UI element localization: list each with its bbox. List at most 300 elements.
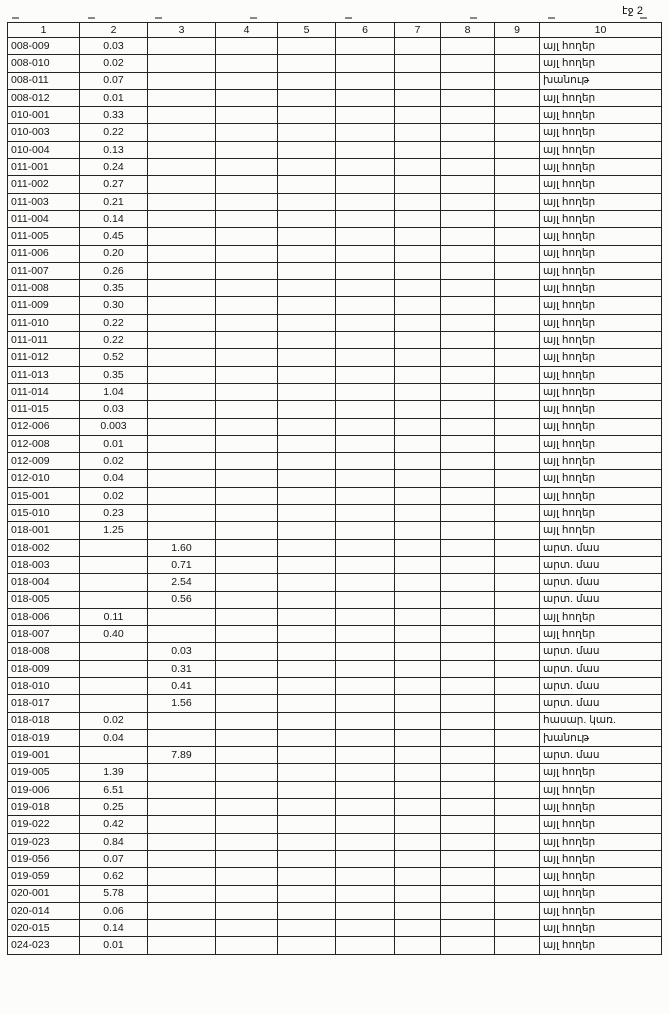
cell-col8 — [441, 781, 495, 798]
cell-col6 — [336, 764, 395, 781]
cell-col6 — [336, 729, 395, 746]
table-row — [8, 159, 662, 176]
cell-area-col2: 1.39 — [80, 764, 148, 781]
cell-col6 — [336, 210, 395, 227]
cell-col9 — [495, 747, 540, 764]
column-header: 1 — [8, 23, 80, 38]
table-row — [8, 539, 662, 556]
cell-area-col2: 0.25 — [80, 799, 148, 816]
cell-col9 — [495, 574, 540, 591]
cell-col7 — [395, 747, 441, 764]
cell-col5 — [278, 868, 336, 885]
cell-col7 — [395, 591, 441, 608]
cell-col8 — [441, 245, 495, 262]
cell-col9 — [495, 764, 540, 781]
cell-land-use: այլ հողեր — [540, 193, 662, 210]
cell-area-col2: 0.003 — [80, 418, 148, 435]
cell-parcel-code: 019-018 — [8, 799, 80, 816]
cell-land-use: այլ հողեր — [540, 885, 662, 902]
cell-area-col2: 0.11 — [80, 608, 148, 625]
scan-artifact — [345, 17, 352, 19]
cell-col4 — [216, 608, 278, 625]
cell-land-use: այլ հողեր — [540, 868, 662, 885]
cell-col9 — [495, 781, 540, 798]
cell-parcel-code: 015-001 — [8, 487, 80, 504]
cell-col8 — [441, 349, 495, 366]
cell-col8 — [441, 695, 495, 712]
cell-parcel-code: 008-009 — [8, 38, 80, 55]
table-row — [8, 868, 662, 885]
cell-land-use: այլ հողեր — [540, 210, 662, 227]
cell-area-col3 — [148, 522, 216, 539]
cell-col5 — [278, 401, 336, 418]
cell-col5 — [278, 660, 336, 677]
cell-col6 — [336, 608, 395, 625]
cell-col7 — [395, 885, 441, 902]
cell-area-col3: 2.54 — [148, 574, 216, 591]
cell-col8 — [441, 833, 495, 850]
cell-area-col2: 0.04 — [80, 729, 148, 746]
cell-col6 — [336, 280, 395, 297]
cell-col8 — [441, 262, 495, 279]
cell-land-use: այլ հողեր — [540, 176, 662, 193]
cell-col9 — [495, 937, 540, 954]
cell-col8 — [441, 643, 495, 660]
cell-area-col2: 0.04 — [80, 470, 148, 487]
cell-area-col3: 0.03 — [148, 643, 216, 660]
cell-col7 — [395, 677, 441, 694]
cell-col8 — [441, 55, 495, 72]
cell-col7 — [395, 124, 441, 141]
cell-parcel-code: 008-010 — [8, 55, 80, 72]
cell-land-use: այլ հողեր — [540, 245, 662, 262]
cell-area-col3 — [148, 626, 216, 643]
cell-col9 — [495, 626, 540, 643]
cell-col6 — [336, 470, 395, 487]
cell-col7 — [395, 176, 441, 193]
cell-col6 — [336, 799, 395, 816]
table-row — [8, 124, 662, 141]
cell-col5 — [278, 72, 336, 89]
cell-area-col3 — [148, 176, 216, 193]
cell-col7 — [395, 729, 441, 746]
cell-col4 — [216, 89, 278, 106]
cell-col5 — [278, 210, 336, 227]
cell-col8 — [441, 141, 495, 158]
table-row — [8, 695, 662, 712]
cell-col9 — [495, 262, 540, 279]
cell-land-use: այլ հողեր — [540, 55, 662, 72]
cell-col7 — [395, 297, 441, 314]
cell-col6 — [336, 574, 395, 591]
cell-col9 — [495, 418, 540, 435]
cell-col6 — [336, 885, 395, 902]
cell-area-col3: 1.60 — [148, 539, 216, 556]
cell-col6 — [336, 418, 395, 435]
cell-col8 — [441, 107, 495, 124]
cell-col9 — [495, 401, 540, 418]
cell-col7 — [395, 850, 441, 867]
table-row — [8, 280, 662, 297]
cell-land-use: այլ հողեր — [540, 781, 662, 798]
table-row — [8, 418, 662, 435]
cell-land-use: այլ հողեր — [540, 262, 662, 279]
cell-col6 — [336, 176, 395, 193]
cell-col6 — [336, 747, 395, 764]
cell-area-col2: 0.02 — [80, 55, 148, 72]
cell-area-col3: 0.31 — [148, 660, 216, 677]
cell-col4 — [216, 228, 278, 245]
cell-parcel-code: 018-001 — [8, 522, 80, 539]
cell-col5 — [278, 383, 336, 400]
cell-col4 — [216, 332, 278, 349]
cell-col5 — [278, 850, 336, 867]
cell-col5 — [278, 781, 336, 798]
cell-parcel-code: 012-010 — [8, 470, 80, 487]
cell-area-col3: 7.89 — [148, 747, 216, 764]
cell-col8 — [441, 850, 495, 867]
cell-land-use: հասար. կառ. — [540, 712, 662, 729]
cell-col9 — [495, 141, 540, 158]
cell-col8 — [441, 816, 495, 833]
table-row — [8, 210, 662, 227]
cell-land-use: այլ հողեր — [540, 902, 662, 919]
cell-col5 — [278, 124, 336, 141]
cell-area-col3 — [148, 453, 216, 470]
cell-area-col3 — [148, 262, 216, 279]
cell-col8 — [441, 747, 495, 764]
cell-col7 — [395, 245, 441, 262]
cell-col7 — [395, 712, 441, 729]
cell-area-col3 — [148, 418, 216, 435]
cell-col5 — [278, 729, 336, 746]
cell-parcel-code: 011-013 — [8, 366, 80, 383]
cell-area-col2: 1.25 — [80, 522, 148, 539]
cell-col4 — [216, 159, 278, 176]
cell-area-col2: 0.22 — [80, 124, 148, 141]
cell-parcel-code: 012-006 — [8, 418, 80, 435]
scan-artifact — [640, 17, 647, 19]
cell-col9 — [495, 643, 540, 660]
cell-col8 — [441, 920, 495, 937]
cell-col6 — [336, 902, 395, 919]
cell-land-use: այլ հողեր — [540, 159, 662, 176]
cell-col8 — [441, 522, 495, 539]
cell-col8 — [441, 176, 495, 193]
cell-area-col3 — [148, 245, 216, 262]
cell-parcel-code: 011-001 — [8, 159, 80, 176]
cell-area-col2: 0.01 — [80, 937, 148, 954]
table-row — [8, 141, 662, 158]
cell-land-use: այլ հողեր — [540, 107, 662, 124]
cell-col6 — [336, 349, 395, 366]
cell-land-use: այլ հողեր — [540, 487, 662, 504]
cell-area-col3 — [148, 383, 216, 400]
cell-col8 — [441, 660, 495, 677]
cell-col4 — [216, 280, 278, 297]
cell-col9 — [495, 366, 540, 383]
cell-col9 — [495, 314, 540, 331]
cell-land-use: այլ հողեր — [540, 228, 662, 245]
cell-col8 — [441, 556, 495, 573]
cell-area-col2: 0.20 — [80, 245, 148, 262]
cell-col4 — [216, 937, 278, 954]
cell-col7 — [395, 868, 441, 885]
cell-col9 — [495, 799, 540, 816]
cell-area-col2: 0.52 — [80, 349, 148, 366]
cell-parcel-code: 011-004 — [8, 210, 80, 227]
cell-area-col2: 0.84 — [80, 833, 148, 850]
cell-col4 — [216, 556, 278, 573]
cell-col6 — [336, 141, 395, 158]
cell-col4 — [216, 107, 278, 124]
cell-col8 — [441, 159, 495, 176]
cell-col6 — [336, 591, 395, 608]
cell-col9 — [495, 539, 540, 556]
cell-land-use: արտ. մաս — [540, 660, 662, 677]
cell-col6 — [336, 677, 395, 694]
cell-area-col3 — [148, 729, 216, 746]
cell-col6 — [336, 72, 395, 89]
scan-artifact — [12, 17, 19, 19]
table-body — [8, 38, 662, 955]
cell-land-use: այլ հողեր — [540, 314, 662, 331]
cell-col8 — [441, 124, 495, 141]
cell-area-col3: 1.56 — [148, 695, 216, 712]
cell-col5 — [278, 280, 336, 297]
cell-area-col2: 0.22 — [80, 314, 148, 331]
cell-parcel-code: 008-011 — [8, 72, 80, 89]
cell-area-col3 — [148, 937, 216, 954]
cell-col7 — [395, 660, 441, 677]
scan-artifact — [155, 17, 162, 19]
cell-col4 — [216, 522, 278, 539]
cell-col5 — [278, 591, 336, 608]
cell-col5 — [278, 574, 336, 591]
cell-col5 — [278, 833, 336, 850]
table-row — [8, 626, 662, 643]
cell-col6 — [336, 556, 395, 573]
cell-col8 — [441, 712, 495, 729]
cell-col7 — [395, 505, 441, 522]
cell-parcel-code: 019-005 — [8, 764, 80, 781]
cell-col6 — [336, 332, 395, 349]
cell-area-col3 — [148, 280, 216, 297]
cell-land-use: այլ հողեր — [540, 349, 662, 366]
cell-area-col2: 0.24 — [80, 159, 148, 176]
cell-col9 — [495, 729, 540, 746]
cell-col9 — [495, 902, 540, 919]
cell-parcel-code: 011-006 — [8, 245, 80, 262]
cell-col4 — [216, 816, 278, 833]
cell-col6 — [336, 245, 395, 262]
cell-col9 — [495, 89, 540, 106]
cell-area-col3: 0.56 — [148, 591, 216, 608]
cell-col8 — [441, 193, 495, 210]
cell-col4 — [216, 660, 278, 677]
cell-col5 — [278, 764, 336, 781]
table-row — [8, 729, 662, 746]
cell-col8 — [441, 401, 495, 418]
cell-col9 — [495, 107, 540, 124]
cell-col9 — [495, 695, 540, 712]
cell-col5 — [278, 816, 336, 833]
cell-area-col3 — [148, 712, 216, 729]
cell-area-col3 — [148, 89, 216, 106]
table-row — [8, 401, 662, 418]
cell-col4 — [216, 920, 278, 937]
cell-parcel-code: 015-010 — [8, 505, 80, 522]
table-row — [8, 435, 662, 452]
cell-col5 — [278, 885, 336, 902]
cell-parcel-code: 011-011 — [8, 332, 80, 349]
cell-col5 — [278, 418, 336, 435]
cell-col5 — [278, 453, 336, 470]
cell-col5 — [278, 245, 336, 262]
cell-area-col3 — [148, 366, 216, 383]
cell-col7 — [395, 435, 441, 452]
cell-col6 — [336, 89, 395, 106]
cell-area-col3 — [148, 349, 216, 366]
cell-land-use: արտ. մաս — [540, 591, 662, 608]
cell-col7 — [395, 522, 441, 539]
table-row — [8, 245, 662, 262]
cell-col6 — [336, 626, 395, 643]
cell-col7 — [395, 107, 441, 124]
cell-parcel-code: 012-008 — [8, 435, 80, 452]
cell-land-use: այլ հողեր — [540, 850, 662, 867]
cell-col7 — [395, 556, 441, 573]
cell-col4 — [216, 314, 278, 331]
cell-col4 — [216, 574, 278, 591]
cell-col8 — [441, 626, 495, 643]
table-row — [8, 781, 662, 798]
cell-col7 — [395, 159, 441, 176]
cell-parcel-code: 011-012 — [8, 349, 80, 366]
cell-land-use: խանութ — [540, 729, 662, 746]
table-row — [8, 72, 662, 89]
cell-col9 — [495, 522, 540, 539]
cell-col9 — [495, 228, 540, 245]
cell-col4 — [216, 850, 278, 867]
table-row — [8, 297, 662, 314]
scan-artifact — [470, 17, 477, 19]
cell-col6 — [336, 937, 395, 954]
cell-col4 — [216, 383, 278, 400]
cell-col6 — [336, 366, 395, 383]
cell-parcel-code: 024-023 — [8, 937, 80, 954]
cell-area-col2: 0.26 — [80, 262, 148, 279]
cell-col8 — [441, 505, 495, 522]
cell-col8 — [441, 764, 495, 781]
cell-col7 — [395, 833, 441, 850]
cell-area-col3 — [148, 210, 216, 227]
cell-col5 — [278, 435, 336, 452]
cell-land-use: այլ հողեր — [540, 124, 662, 141]
cell-land-use: այլ հողեր — [540, 141, 662, 158]
cell-land-use: այլ հողեր — [540, 366, 662, 383]
cell-land-use: արտ. մաս — [540, 677, 662, 694]
table-row — [8, 902, 662, 919]
cell-col4 — [216, 833, 278, 850]
table-row — [8, 522, 662, 539]
table-row — [8, 643, 662, 660]
cell-col8 — [441, 228, 495, 245]
cell-area-col2: 1.04 — [80, 383, 148, 400]
cell-land-use: արտ. մաս — [540, 643, 662, 660]
cell-col8 — [441, 210, 495, 227]
cell-parcel-code: 019-023 — [8, 833, 80, 850]
cell-col7 — [395, 799, 441, 816]
table-row — [8, 383, 662, 400]
cell-col9 — [495, 332, 540, 349]
cell-area-col3 — [148, 850, 216, 867]
cell-land-use: այլ հողեր — [540, 383, 662, 400]
cell-area-col3 — [148, 470, 216, 487]
cell-area-col2 — [80, 660, 148, 677]
cell-col4 — [216, 453, 278, 470]
cell-parcel-code: 020-014 — [8, 902, 80, 919]
cell-col6 — [336, 38, 395, 55]
cell-col7 — [395, 401, 441, 418]
cell-land-use: այլ հողեր — [540, 799, 662, 816]
cell-col9 — [495, 660, 540, 677]
cell-land-use: այլ հողեր — [540, 89, 662, 106]
cell-area-col2 — [80, 677, 148, 694]
cell-col9 — [495, 124, 540, 141]
cell-area-col3 — [148, 124, 216, 141]
cell-parcel-code: 018-017 — [8, 695, 80, 712]
cell-col4 — [216, 297, 278, 314]
cell-col8 — [441, 332, 495, 349]
cell-parcel-code: 019-056 — [8, 850, 80, 867]
cell-parcel-code: 011-015 — [8, 401, 80, 418]
cell-land-use: այլ հողեր — [540, 332, 662, 349]
cell-parcel-code: 010-003 — [8, 124, 80, 141]
cell-col9 — [495, 55, 540, 72]
page-number: էջ 2 — [622, 5, 643, 17]
cell-area-col2: 0.07 — [80, 72, 148, 89]
cell-area-col2: 0.40 — [80, 626, 148, 643]
cell-col7 — [395, 487, 441, 504]
table-row — [8, 660, 662, 677]
cell-col6 — [336, 781, 395, 798]
cell-col9 — [495, 38, 540, 55]
cell-col7 — [395, 574, 441, 591]
cell-col5 — [278, 539, 336, 556]
table-row — [8, 487, 662, 504]
cell-col9 — [495, 435, 540, 452]
cell-col4 — [216, 193, 278, 210]
column-header: 10 — [540, 23, 662, 38]
cell-area-col2: 0.01 — [80, 435, 148, 452]
cell-col6 — [336, 833, 395, 850]
cell-col5 — [278, 643, 336, 660]
cell-land-use: արտ. մաս — [540, 695, 662, 712]
column-header: 9 — [495, 23, 540, 38]
cell-area-col2: 0.02 — [80, 487, 148, 504]
cell-parcel-code: 018-003 — [8, 556, 80, 573]
cell-area-col3: 0.71 — [148, 556, 216, 573]
cell-area-col2: 0.35 — [80, 280, 148, 297]
cell-col8 — [441, 591, 495, 608]
cell-col9 — [495, 245, 540, 262]
cell-col7 — [395, 72, 441, 89]
cell-land-use: այլ հողեր — [540, 608, 662, 625]
cell-col6 — [336, 55, 395, 72]
cell-col6 — [336, 262, 395, 279]
cell-col5 — [278, 193, 336, 210]
